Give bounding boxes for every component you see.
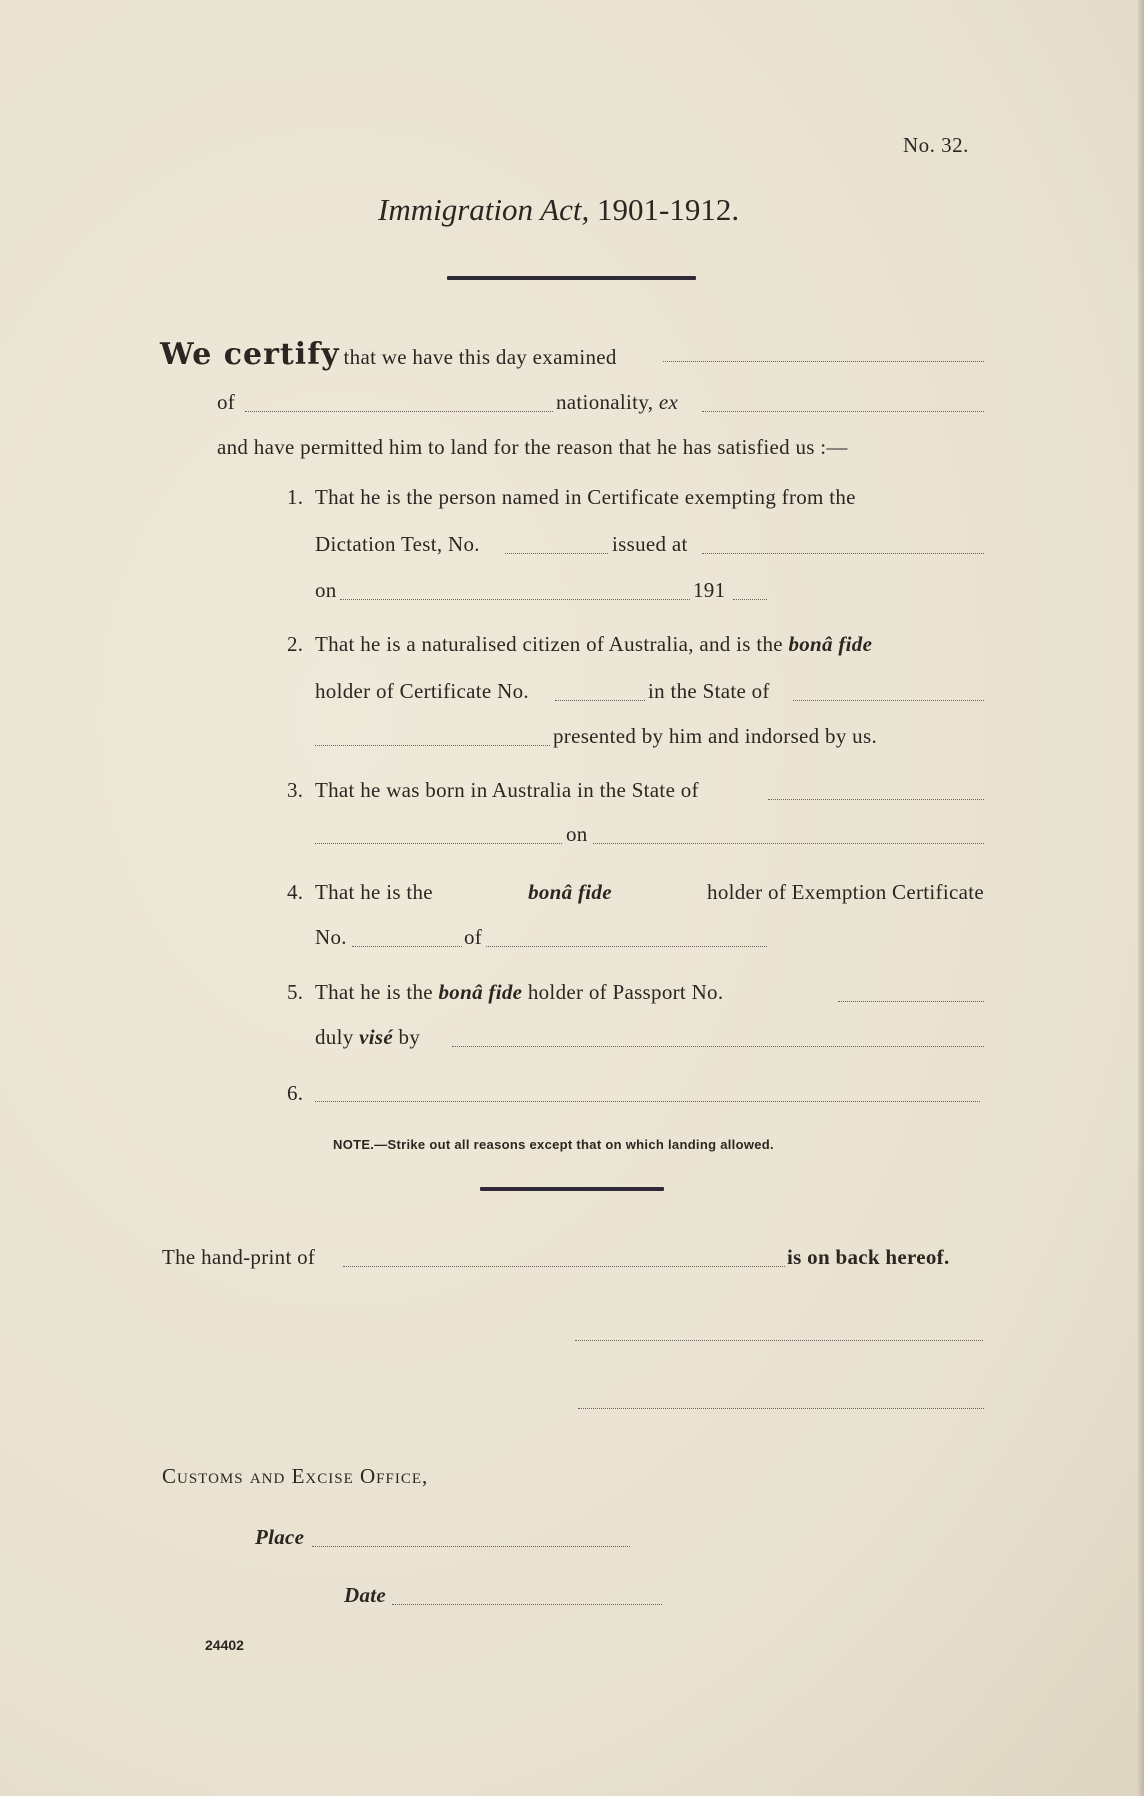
examined-blank[interactable] bbox=[663, 361, 984, 362]
handprint-tail: is on back hereof. bbox=[787, 1245, 950, 1269]
exemption-no-label: No. bbox=[315, 925, 347, 949]
reason-5-line2: duly visé by bbox=[315, 1025, 421, 1049]
handprint-lead: The hand-print of bbox=[162, 1245, 316, 1269]
customs-office-label: Customs and Excise Office, bbox=[162, 1464, 429, 1488]
exemption-of-label: of bbox=[464, 925, 483, 949]
reason-1-dictation-label: Dictation Test, No. bbox=[315, 532, 480, 556]
of-blank[interactable] bbox=[245, 411, 553, 412]
issued-at-blank[interactable] bbox=[702, 553, 984, 554]
title-divider bbox=[447, 276, 696, 280]
reason-5-number: 5. bbox=[287, 980, 304, 1004]
birth-place-blank[interactable] bbox=[315, 843, 562, 844]
on-label: on bbox=[315, 578, 337, 602]
presented-text: presented by him and indorsed by us. bbox=[553, 724, 877, 748]
document-number: No. 32. bbox=[903, 133, 969, 157]
form-code: 24402 bbox=[205, 1637, 244, 1653]
reason-6-number: 6. bbox=[287, 1081, 304, 1105]
signature-line-2[interactable] bbox=[578, 1408, 984, 1409]
certify-heading: We certify bbox=[160, 337, 340, 372]
title-act-name: Immigration Act, bbox=[378, 192, 590, 227]
reason-1-line1: That he is the person named in Certificate exempting from the bbox=[315, 485, 856, 509]
exemption-of-blank[interactable] bbox=[486, 946, 767, 947]
reason-2-number: 2. bbox=[287, 632, 304, 656]
page-edge bbox=[1138, 0, 1144, 1796]
signature-line-1[interactable] bbox=[575, 1340, 983, 1341]
nationality-blank[interactable] bbox=[702, 411, 984, 412]
certify-lead bbox=[160, 337, 617, 372]
reason-5-line1: That he is the bonâ fide holder of Passport No. bbox=[315, 980, 724, 1004]
note-divider bbox=[480, 1187, 664, 1191]
certificate-no-label: holder of Certificate No. bbox=[315, 679, 529, 703]
of-label: of bbox=[217, 390, 236, 414]
exemption-number-blank[interactable] bbox=[352, 946, 462, 947]
birth-state-blank[interactable] bbox=[768, 799, 984, 800]
reason-4-line1: That he is the bonâ fide holder of Exemption Certificate bbox=[315, 880, 984, 904]
page-title bbox=[378, 192, 739, 228]
certify-text: that we have this day examined bbox=[343, 345, 617, 369]
strike-out-note: NOTE.—Strike out all reasons except that on which landing allowed. bbox=[333, 1137, 774, 1152]
reason-3-line1: That he was born in Australia in the State of bbox=[315, 778, 699, 802]
reason-1-number: 1. bbox=[287, 485, 304, 509]
place-label: Place bbox=[255, 1525, 305, 1549]
certificate-number-blank[interactable] bbox=[555, 700, 645, 701]
state-of-label: in the State of bbox=[648, 679, 770, 703]
state-blank[interactable] bbox=[793, 700, 984, 701]
on-date-blank[interactable] bbox=[340, 599, 690, 600]
date-blank[interactable] bbox=[392, 1604, 662, 1605]
title-years: 1901-1912. bbox=[597, 192, 740, 227]
date-label: Date bbox=[344, 1583, 387, 1607]
issued-at-label: issued at bbox=[612, 532, 688, 556]
vise-by-blank[interactable] bbox=[452, 1046, 984, 1047]
passport-number-blank[interactable] bbox=[838, 1001, 984, 1002]
permitted-text: and have permitted him to land for the reason that he has satisfied us :— bbox=[217, 435, 848, 459]
place-blank[interactable] bbox=[312, 1546, 630, 1547]
birth-date-blank[interactable] bbox=[593, 843, 984, 844]
handprint-name-blank[interactable] bbox=[343, 1266, 785, 1267]
year-prefix: 191 bbox=[693, 578, 726, 602]
year-blank[interactable] bbox=[733, 599, 767, 600]
dictation-number-blank[interactable] bbox=[505, 553, 608, 554]
reason-4-number: 4. bbox=[287, 880, 304, 904]
birth-on-label: on bbox=[566, 822, 588, 846]
reason-3-number: 3. bbox=[287, 778, 304, 802]
nationality-label: nationality, ex bbox=[556, 390, 679, 414]
presented-blank[interactable] bbox=[315, 745, 550, 746]
reason-2-line1: That he is a naturalised citizen of Australia, and is the bonâ fide bbox=[315, 632, 873, 656]
reason-6-blank[interactable] bbox=[315, 1101, 980, 1102]
